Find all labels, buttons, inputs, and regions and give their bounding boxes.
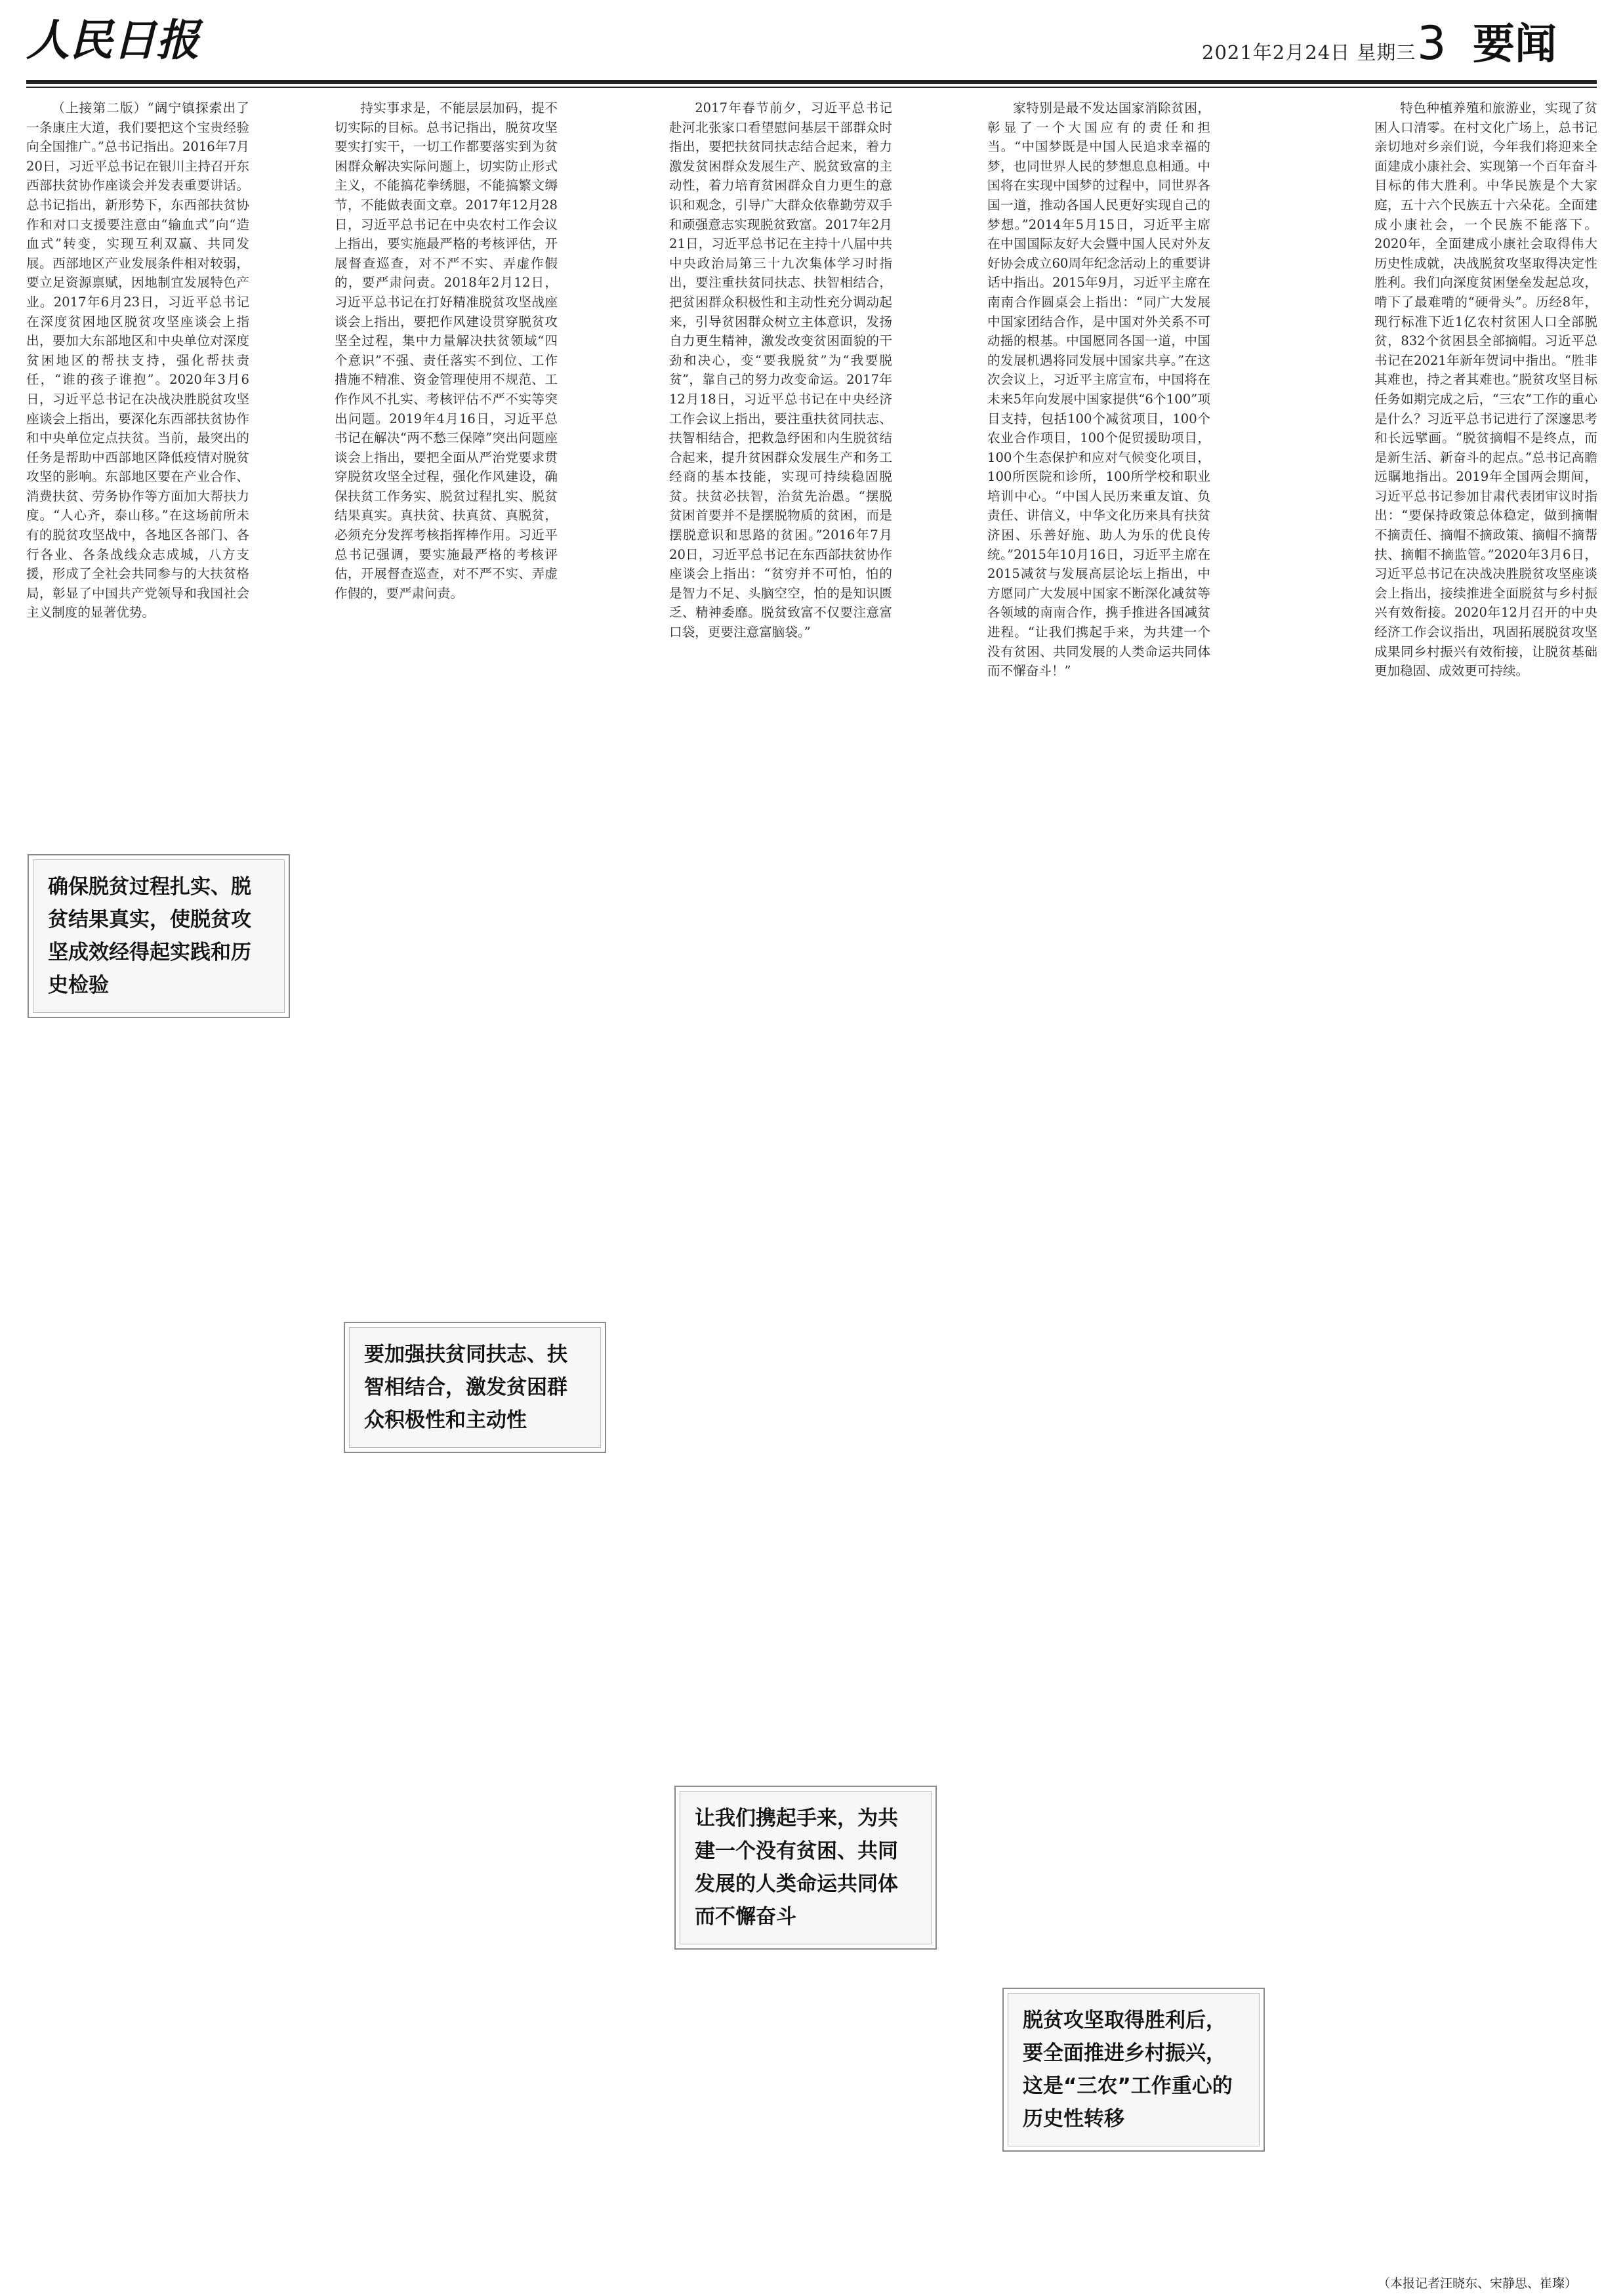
masthead-rule [26, 80, 1597, 84]
column-text: 2017年春节前夕，习近平总书记赴河北张家口看望慰问基层干部群众时指出，要把扶贫同扶志结合起来，着力激发贫困群众发展生产、脱贫致富的主动性，着力培育贫困群众自力更生的意识和观念，引导广大群众依靠勤劳双手和顽强意志实现脱贫致富。2017年2月21日，习近平总书记在主持十八届中共中央政治局第三十九次集体学习时指出，要注重扶贫同扶志、扶智相结合，把贫困群众积极性和主动性充分调动起来，引导贫困群众树立主体意识，发扬自力更生精神，激发改变贫困面貌的干劲和决心，变“要我脱贫”为“我要脱贫”，靠自己的努力改变命运。2017年12月18日，习近平总书记在中央经济工作会议上指出，要注重扶贫同扶志、扶智相结合，把救急纾困和内生脱贫结合起来，提升贫困群众发展生产和务工经商的基本技能，实现可持续稳固脱贫。扶贫必扶智，治贫先治愚。“摆脱贫困首要并不是摆脱物质的贫困，而是摆脱意识和思路的贫困。”2016年7月20日，习近平总书记在东西部扶贫协作座谈会上指出：“贫穷并不可怕，怕的是智力不足、头脑空空，怕的是知识匮乏、精神委靡。脱贫致富不仅要注意富口袋，更要注意富脑袋。” [669, 100, 892, 640]
issue-date: 2021年2月24日 星期三 [1202, 41, 1416, 64]
subheadline-text: 要加强扶贫同扶志、扶智相结合，激发贫困群众积极性和主动性 [364, 1343, 567, 1432]
masthead [26, 0, 1597, 79]
column-text: （上接第二版）“阔宁镇探索出了一条康庄大道，我们要把这个宝贵经验向全国推广。”总书记指出。2016年7月20日，习近平总书记在银川主持召开东西部扶贫协作座谈会并发表重要讲话。总书记指出，新形势下，东西部扶贫协作和对口支援要注意由“输血式”向“造血式”转变，实现互利双赢、共同发展。西部地区产业发展条件相对较弱，要立足资源禀赋，因地制宜发展特色产业。2017年6月23日，习近平总书记在深度贫困地区脱贫攻坚座谈会上指出，要加大东部地区和中央单位对深度贫困地区的帮扶支持，强化帮扶责任，“谁的孩子谁抱”。2020年3月6日，习近平总书记在决战决胜脱贫攻坚座谈会上指出，要深化东西部扶贫协作和中央单位定点扶贫。当前，最突出的任务是帮助中西部地区降低疫情对脱贫攻坚的影响。东部地区要在产业合作、消费扶贫、劳务协作等方面加大帮扶力度。“人心齐，泰山移。”在这场前所未有的脱贫攻坚战中，各地区各部门、各行各业、各条战线众志成城，八方支援，形成了全社会共同参与的大扶贫格局，彰显了中国共产党领导和我国社会主义制度的显著优势。 [26, 100, 249, 621]
section-title: 要闻 [1473, 20, 1557, 69]
subheadline-3 [674, 1786, 937, 1950]
column-text: 特色种植养殖和旅游业，实现了贫困人口清零。在村文化广场上，总书记亲切地对乡亲们说，今年我们将迎来全面建成小康社会、实现第一个百年奋斗目标的伟大胜利。中华民族是个大家庭，五十六个民族五十六朵花。全面建成小康社会，一个民族不能落下。2020年，全面建成小康社会取得伟大历史性成就，决战脱贫攻坚取得决定性胜利。我们向深度贫困堡垒发起总攻，啃下了最难啃的“硬骨头”。历经8年，现行标准下近1亿农村贫困人口全部脱贫，832个贫困县全部摘帽。习近平总书记在2021年新年贺词中指出。“胜非其难也，持之者其难也。”脱贫攻坚目标任务如期完成之后，“三农”工作的重心是什么？习近平总书记进行了深邃思考和长远擘画。“脱贫摘帽不是终点，而是新生活、新奋斗的起点。”总书记高瞻远瞩地指出。2019年全国两会期间，习近平总书记参加甘肃代表团审议时指出：“要保持政策总体稳定，做到摘帽不摘责任、摘帽不摘政策、摘帽不摘帮扶、摘帽不摘监管。”2020年3月6日，习近平总书记在决战决胜脱贫攻坚座谈会上指出，接续推进全面脱贫与乡村振兴有效衔接。2020年12月召开的中央经济工作会议指出，巩固拓展脱贫攻坚成果同乡村振兴有效衔接，让脱贫基础更加稳固、成效更可持续。 [1374, 100, 1597, 679]
reporter-credit: （本报记者汪晓东、宋静思、崔璨） [1378, 2276, 1578, 2291]
column-text: 持实事求是，不能层层加码，提不切实际的目标。总书记指出，脱贫攻坚要实打实干，一切工作都要落实到为贫困群众解决实际问题上，切实防止形式主义，不能搞花拳绣腿，不能搞繁文缛节，不能做表面文章。2017年12月28日，习近平总书记在中央农村工作会议上指出，要实施最严格的考核评估，开展督查巡查，对不严不实、弄虚作假的，要严肃问责。2018年2月12日，习近平总书记在打好精准脱贫攻坚战座谈会上指出，要把作风建设贯穿脱贫攻坚全过程，集中力量解决扶贫领域“四个意识”不强、责任落实不到位、工作措施不精准、资金管理使用不规范、工作作风不扎实、考核评估不严不实等突出问题。2019年4月16日，习近平总书记在解决“两不愁三保障”突出问题座谈会上指出，要把全面从严治党要求贯穿脱贫攻坚全过程，强化作风建设，确保扶贫工作务实、脱贫过程扎实、脱贫结果真实。真扶贫、扶真贫、真脱贫，必须充分发挥考核指挥棒作用。习近平总书记强调，要实施最严格的考核评估，开展督查巡查，对不严不实、弄虚作假的，要严肃问责。 [335, 100, 558, 601]
subheadline-4 [1002, 1988, 1265, 2152]
column-text: 家特别是最不发达国家消除贫困，彰显了一个大国应有的责任和担当。“中国梦既是中国人民追求幸福的梦，也同世界人民的梦想息息相通。中国将在实现中国梦的过程中，同世界各国一道，推动各国人民更好实现自己的梦想。”2014年5月15日，习近平主席在中国国际友好大会暨中国人民对外友好协会成立60周年纪念活动上的重要讲话中指出。2015年9月，习近平主席在南南合作圆桌会上指出：“同广大发展中国家团结合作，是中国对外关系不可动摇的根基。中国愿同各国一道，中国的发展机遇将同发展中国家共享。”在这次会议上，习近平主席宣布，中国将在未来5年向发展中国家提供“6个100”项目支持，包括100个减贫项目，100个农业合作项目，100个促贸援助项目，100个生态保护和应对气候变化项目，100所医院和诊所，100所学校和职业培训中心。“中国人民历来重友谊、负责任、讲信义，中华文化历来具有扶贫济困、乐善好施、助人为乐的优良传统。”2015年10月16日，习近平主席在2015减贫与发展高层论坛上指出，中方愿同广大发展中国家不断深化减贫等各领域的南南合作，携手推进各国减贫进程。“让我们携起手来，为共建一个没有贫困、共同发展的人类命运共同体而不懈奋斗！” [987, 100, 1210, 679]
page-number: 3 [1417, 16, 1447, 70]
svg-text:人民日报: 人民日报 [26, 14, 199, 66]
subheadline-1 [28, 854, 290, 1018]
article-column-2 [335, 98, 558, 2270]
article-column-1 [26, 98, 249, 2270]
article-column-5 [1374, 98, 1597, 2263]
newspaper-logo [26, 9, 223, 68]
subheadline-2 [344, 1322, 606, 1453]
subheadline-text: 让我们携起手来，为共建一个没有贫困、共同发展的人类命运共同体而不懈奋斗 [695, 1807, 898, 1929]
article-column-4 [987, 98, 1210, 2270]
subheadline-text: 脱贫攻坚取得胜利后，要全面推进乡村振兴，这是“三农”工作重心的历史性转移 [1023, 2009, 1233, 2131]
masthead-rule-thin [26, 87, 1597, 88]
subheadline-text: 确保脱贫过程扎实、脱贫结果真实，使脱贫攻坚成效经得起实践和历史检验 [48, 875, 251, 997]
